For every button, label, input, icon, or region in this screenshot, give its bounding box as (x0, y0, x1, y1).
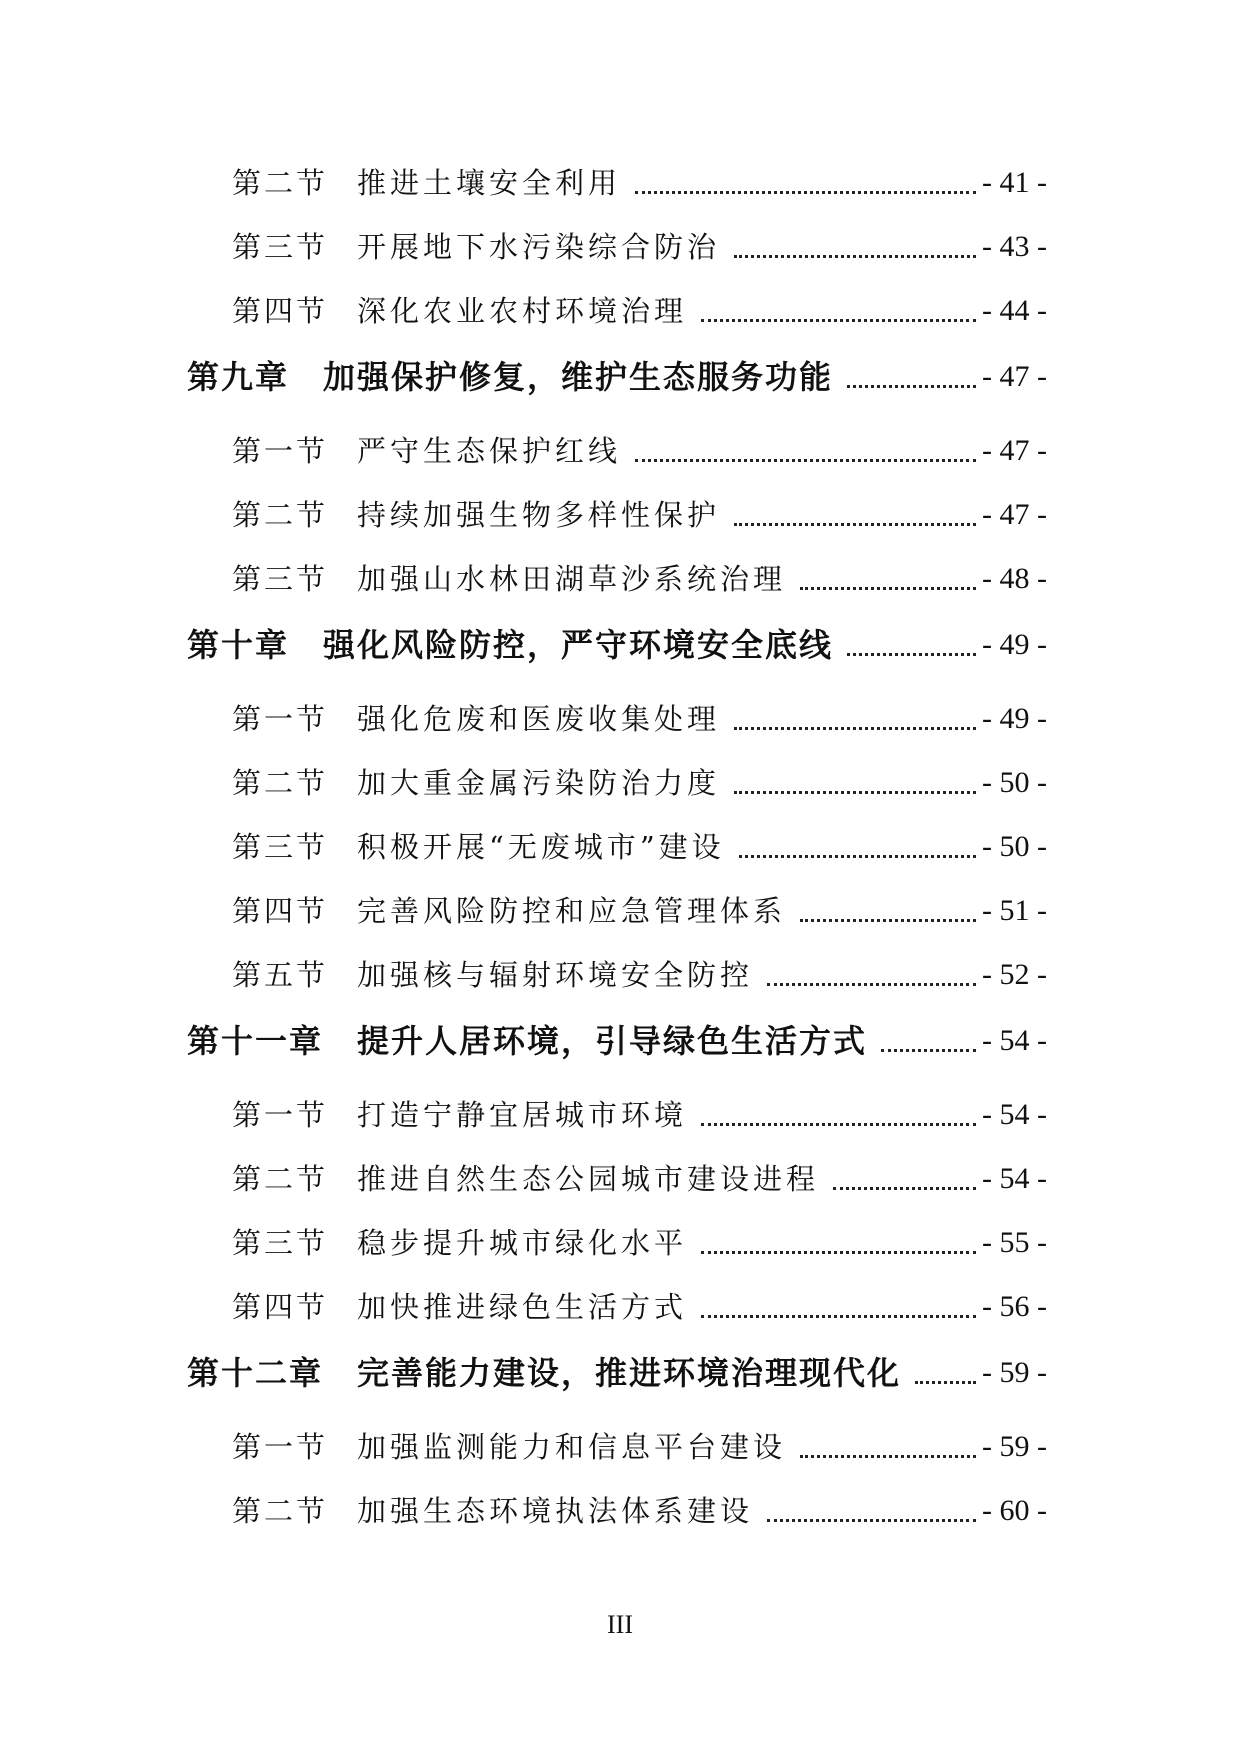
toc-entry-title: 深化农业农村环境治理 (357, 294, 688, 328)
toc-section-row (0, 1156, 1240, 1202)
toc-entry-number: 第四节 (232, 894, 329, 928)
toc-entry-number: 第三节 (232, 830, 329, 864)
toc-section-row (0, 1284, 1240, 1330)
toc-dot-leader (734, 523, 976, 526)
toc-entry-page: - 47 - (982, 360, 1047, 393)
toc-dot-leader (701, 319, 976, 322)
toc-section-row (0, 1424, 1240, 1470)
toc-entry-number: 第一节 (232, 434, 329, 468)
toc-dot-leader (701, 1123, 976, 1126)
toc-entry-title: 推进自然生态公园城市建设进程 (357, 1162, 820, 1196)
toc-dot-leader (734, 727, 976, 730)
toc-dot-leader (847, 653, 976, 656)
toc-section-row (0, 288, 1240, 334)
toc-entry-title: 开展地下水污染综合防治 (357, 230, 721, 264)
toc-section-row (0, 952, 1240, 998)
toc-entry-title: 加强山水林田湖草沙系统治理 (357, 562, 787, 596)
toc-section-row (0, 760, 1240, 806)
toc-entry-page: - 44 - (982, 294, 1047, 327)
toc-entry-number: 第三节 (232, 562, 329, 596)
toc-entry-title: 加强监测能力和信息平台建设 (357, 1430, 787, 1464)
toc-entry-number: 第四节 (232, 1290, 329, 1324)
toc-dot-leader (635, 191, 976, 194)
toc-chapter-row (0, 1018, 1240, 1064)
toc-entry-number: 第一节 (232, 702, 329, 736)
toc-chapter-row (0, 1350, 1240, 1396)
toc-dot-leader (739, 855, 976, 858)
toc-dot-leader (833, 1187, 976, 1190)
toc-entry-page: - 52 - (982, 958, 1047, 991)
toc-entry-page: - 47 - (982, 498, 1047, 531)
toc-entry-title: 打造宁静宜居城市环境 (357, 1098, 688, 1132)
toc-entry-title: 积极开展“无废城市”建设 (357, 830, 725, 864)
toc-entry-title: 加强核与辐射环境安全防控 (357, 958, 754, 992)
toc-entry-page: - 51 - (982, 894, 1047, 927)
toc-entry-page: - 54 - (982, 1162, 1047, 1195)
toc-dot-leader (734, 791, 976, 794)
toc-entry-number: 第一节 (232, 1430, 329, 1464)
toc-chapter-row (0, 622, 1240, 668)
toc-entry-number: 第五节 (232, 958, 329, 992)
toc-entry-number: 第二节 (232, 766, 329, 800)
toc-section-row (0, 1220, 1240, 1266)
toc-dot-leader (847, 385, 976, 388)
toc-entry-number: 第二节 (232, 1494, 329, 1528)
toc-section-row (0, 556, 1240, 602)
toc-entry-number: 第二节 (232, 498, 329, 532)
toc-entry-page: - 56 - (982, 1290, 1047, 1323)
toc-section-row (0, 428, 1240, 474)
toc-entry-number: 第四节 (232, 294, 329, 328)
toc-dot-leader (767, 1519, 976, 1522)
toc-entry-number: 第十章 (187, 626, 290, 664)
toc-entry-title: 加大重金属污染防治力度 (357, 766, 721, 800)
toc-entry-page: - 49 - (982, 702, 1047, 735)
toc-entry-page: - 49 - (982, 628, 1047, 661)
toc-entry-page: - 41 - (982, 166, 1047, 199)
toc-dot-leader (767, 983, 976, 986)
page-number-footer: III (607, 1610, 633, 1639)
toc-section-row (0, 1092, 1240, 1138)
toc-dot-leader (800, 919, 976, 922)
toc-entry-title: 加强保护修复，维护生态服务功能 (323, 358, 834, 396)
toc-section-row (0, 1488, 1240, 1534)
toc-section-row (0, 160, 1240, 206)
toc-entry-title: 加快推进绿色生活方式 (357, 1290, 688, 1324)
toc-entry-page: - 60 - (982, 1494, 1047, 1527)
toc-section-row (0, 696, 1240, 742)
toc-entry-title: 严守生态保护红线 (357, 434, 622, 468)
toc-entry-number: 第二节 (232, 166, 329, 200)
toc-section-row (0, 824, 1240, 870)
toc-entry-number: 第一节 (232, 1098, 329, 1132)
toc-entry-title: 强化危废和医废收集处理 (357, 702, 721, 736)
toc-entry-page: - 47 - (982, 434, 1047, 467)
toc-entry-title: 加强生态环境执法体系建设 (357, 1494, 754, 1528)
toc-chapter-row (0, 354, 1240, 400)
toc-entry-page: - 50 - (982, 830, 1047, 863)
toc-entry-page: - 59 - (982, 1356, 1047, 1389)
toc-entry-title: 完善风险防控和应急管理体系 (357, 894, 787, 928)
toc-entry-page: - 48 - (982, 562, 1047, 595)
toc-entry-number: 第二节 (232, 1162, 329, 1196)
toc-entry-title: 提升人居环境，引导绿色生活方式 (357, 1022, 868, 1060)
toc-entry-page: - 43 - (982, 230, 1047, 263)
toc-entry-page: - 54 - (982, 1024, 1047, 1057)
toc-entry-title: 强化风险防控，严守环境安全底线 (323, 626, 834, 664)
toc-section-row (0, 888, 1240, 934)
toc-entry-page: - 59 - (982, 1430, 1047, 1463)
toc-entry-title: 持续加强生物多样性保护 (357, 498, 721, 532)
toc-dot-leader (915, 1381, 976, 1384)
toc-dot-leader (800, 1455, 976, 1458)
toc-section-row (0, 492, 1240, 538)
toc-entry-page: - 54 - (982, 1098, 1047, 1131)
toc-entry-number: 第十一章 (187, 1022, 324, 1060)
toc-entry-number: 第九章 (187, 358, 290, 396)
toc-entry-page: - 55 - (982, 1226, 1047, 1259)
toc-entry-page: - 50 - (982, 766, 1047, 799)
toc-entry-number: 第三节 (232, 1226, 329, 1260)
toc-entry-number: 第三节 (232, 230, 329, 264)
toc-entry-title: 稳步提升城市绿化水平 (357, 1226, 688, 1260)
toc-dot-leader (701, 1315, 976, 1318)
toc-dot-leader (635, 459, 976, 462)
toc-entry-title: 推进土壤安全利用 (357, 166, 622, 200)
toc-entry-number: 第十二章 (187, 1354, 324, 1392)
toc-dot-leader (701, 1251, 976, 1254)
toc-entry-title: 完善能力建设，推进环境治理现代化 (357, 1354, 902, 1392)
toc-dot-leader (734, 255, 976, 258)
toc-dot-leader (800, 587, 976, 590)
toc-section-row (0, 224, 1240, 270)
toc-dot-leader (881, 1049, 976, 1052)
